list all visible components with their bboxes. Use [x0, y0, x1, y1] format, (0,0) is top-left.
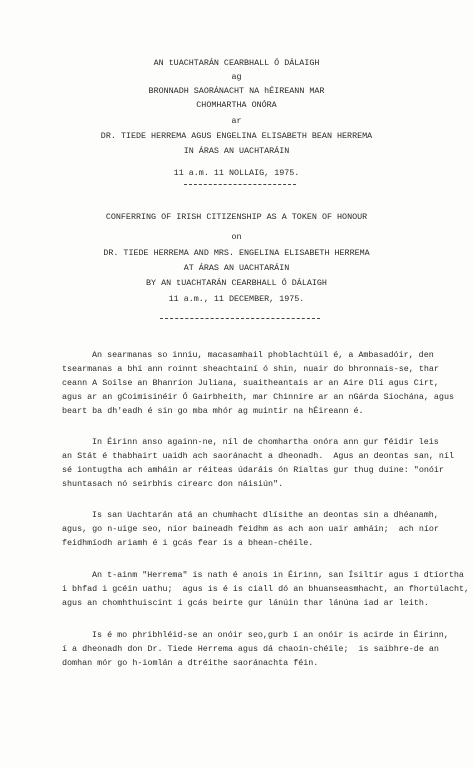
irish-header-line-1: AN tUACHTARÁN CEARBHALL Ó DÁLAIGH: [153, 58, 320, 68]
body-line: feidhmíodh ariamh é i gcás fear is a bhean-chéile.: [62, 538, 314, 548]
irish-header-date: 11 a.m. 11 NOLLAIG, 1975.: [173, 168, 300, 178]
body-line: í a dheonadh don Dr. Tiede Herrema agus dá chaoin-chéile; is saibhre-de an: [62, 644, 439, 654]
english-header-line-5: BY AN tUACHTARÁN CEARBHALL Ó DÁLAIGH: [146, 278, 327, 288]
body-line: shuntasach nó seirbhís cirearc don náisiún".: [62, 479, 284, 489]
divider-1: [184, 184, 296, 185]
english-header-line-2: on: [231, 232, 242, 242]
divider-2: [160, 318, 320, 319]
body-line: agus an chomhthuiscint i gcás beirte gur lánúin thar lánúna iad ar leith.: [62, 598, 429, 608]
body-line: An t-ainm "Herrema" is nath é anois in Éirinn, san Ísiltír agus i dtíortha: [92, 570, 464, 580]
body-line: domhan mór go h-iomlán a dtréithe saoránachta féin.: [62, 658, 319, 668]
body-line: ceann A Soilse an Bhanríon Juliana, suaitheantais ar an Aire Dlí agus Cirt,: [62, 378, 439, 388]
english-header-line-4: AT ÁRAS AN UACHTARÁIN: [183, 263, 290, 273]
body-line: An searmanas so inniu, macasamhail phoblachtúil é, a Ambasadóir, den: [92, 350, 434, 360]
irish-header-line-3: BRONNADH SAORÁNACHT NA hÉIREANN MAR: [148, 86, 325, 96]
irish-header-line-6: DR. TIEDE HERREMA AGUS ENGELINA ELISABETH BEAN HERREMA: [100, 131, 373, 141]
english-header-line-3: DR. TIEDE HERREMA AND MRS. ENGELINA ELISABETH HERREMA: [103, 248, 370, 258]
body-line: agus, go n-uige seo, níor baineadh feidhm as ach aon uair amháin; ach níor: [62, 524, 439, 534]
english-header-line-1: CONFERRING OF IRISH CITIZENSHIP AS A TOKEN OF HONOUR: [105, 212, 368, 222]
body-line: beart ba dh'eadh é sin go mba mhór ag muintir na hÉireann é.: [62, 406, 364, 416]
body-line: sé iontugtha ach amháin ar réiteas údaráis ón Rialtas gur thug duine: "onóir: [62, 465, 444, 475]
irish-header-line-7: IN ÁRAS AN UACHTARÁIN: [183, 146, 290, 156]
body-line: an Stát é thabhairt uaidh ach saoránacht a dheonadh. Agus an deontas san, níl: [62, 451, 455, 461]
body-line: Is san Uachtarán atá an chumhacht dlísithe an deontas sin a dhéanamh,: [92, 510, 439, 520]
irish-header-line-4: CHOMHARTHA ONÓRA: [196, 100, 277, 110]
body-line: i bhfad i gcéin uathu; agus is é is ciall dó an bhuanseasmhacht, an fhortúlacht,: [62, 584, 470, 594]
body-line: tsearmanas a bhí ann roinnt sheachtainí ó shin, nuair do bhronnais-se, thar: [62, 364, 439, 374]
body-line: In Éirinn anso againn-ne, níl de chomhartha onóra ann gur féidir leis: [92, 437, 439, 447]
english-header-date: 11 a.m., 11 DECEMBER, 1975.: [168, 294, 305, 304]
body-line: agus ar an gCoimisinéir Ó Gairbheith, mar Chinnire ar an nGárda Síochána, agus: [62, 392, 455, 402]
irish-header-line-5: ar: [231, 116, 242, 126]
body-line: Is é mo phribhléid-se an onóir seo,gurb í an onóir is acirde in Éirinn,: [92, 630, 449, 640]
irish-header-line-2: ag: [231, 72, 242, 82]
